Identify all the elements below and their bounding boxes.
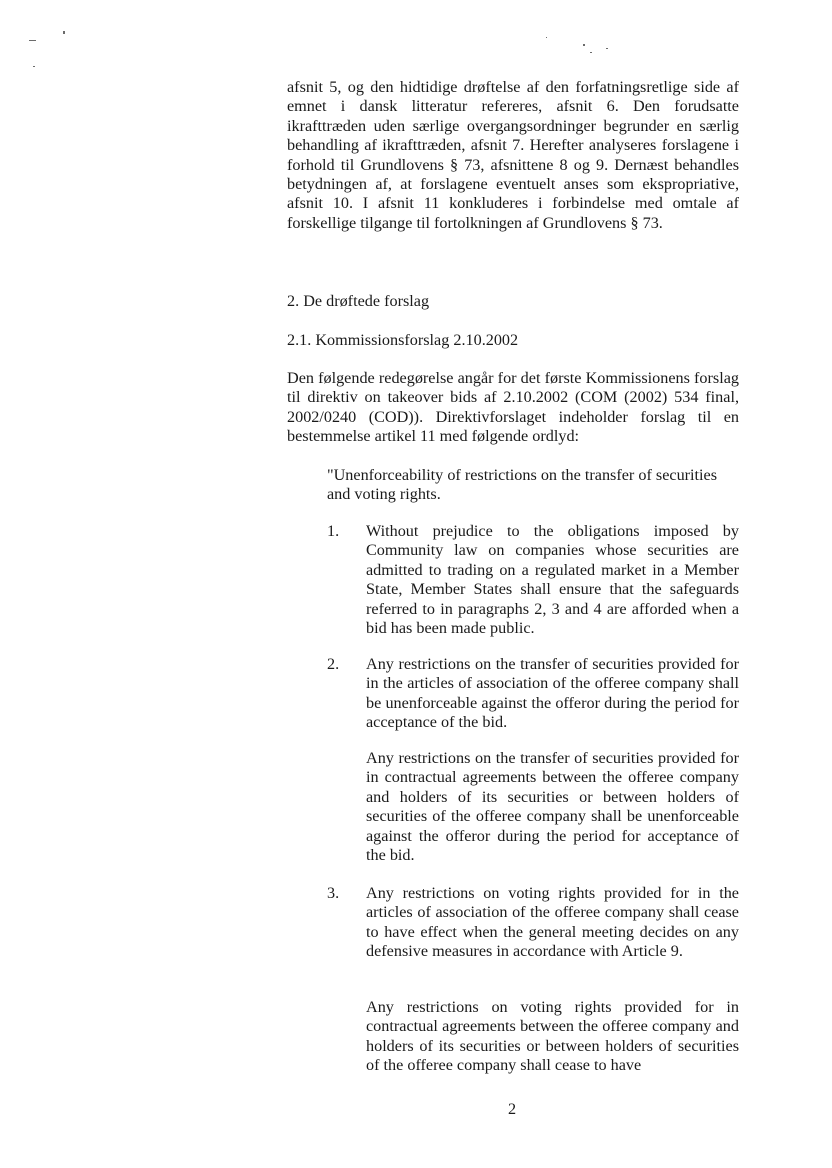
- scan-speck: [29, 40, 36, 41]
- scan-speck: [590, 52, 592, 53]
- list-item-number: 2.: [327, 655, 340, 673]
- scan-speck: [546, 37, 547, 38]
- quote-intro: "Unenforceability of restrictions on the transfer of securities and voting rights.: [327, 466, 718, 504]
- scan-speck: [583, 44, 585, 46]
- scan-speck: [63, 31, 65, 34]
- intro-paragraph: afsnit 5, og den hidtidige drøftelse af den forfatningsretlige side af emnet i dansk litteratur refereres, afsnit 6. Den forudsatte ikrafttræden uden særlige overgangsordninger begrunder en særlig behandling af ikrafttræden, afsnit 7. Herefter analyseres forslagene i forhold til Grundlovens § 73, afsnittene 8 og 9. Dernæst behandles betydningen af, at forslagene eventuelt anses som ekspropriative, afsnit 10. I afsnit 11 konkluderes i forbindelse med omtale af forskellige tilgange til fortolkningen af Grundlovens § 73.: [287, 78, 739, 232]
- scan-speck: [606, 48, 608, 49]
- list-item-paragraph: Any restrictions on voting rights provided for in the articles of association of the offeree company shall cease to have effect when the general meeting decides on any defensive measures in accordance with Article 9.: [366, 884, 739, 961]
- scan-speck: [33, 66, 35, 67]
- list-item-paragraph: Any restrictions on voting rights provided for in contractual agreements between the offeree company and holders of its securities or between holders of securities of the offeree company shall cease to have: [366, 998, 739, 1075]
- body-paragraph: Den følgende redegørelse angår for det første Kommissionens forslag til direktiv on takeover bids af 2.10.2002 (COM (2002) 534 final, 2002/0240 (COD)). Direktivforslaget indeholder forslag til en bestemmelse artikel 11 med følgende ordlyd:: [287, 369, 739, 446]
- list-item-paragraph: Any restrictions on the transfer of securities provided for in contractual agreements between the offeree company and holders of its securities or between holders of securities of the offeree company shall be unenforceable against the offeror during the period for acceptance of the bid.: [366, 749, 739, 865]
- subsection-heading: 2.1. Kommissionsforslag 2.10.2002: [287, 331, 519, 349]
- list-item-paragraph: Any restrictions on the transfer of securities provided for in the articles of association of the offeree company shall be unenforceable against the offeror during the period for acceptance of the bid.: [366, 655, 739, 732]
- list-item-number: 3.: [327, 884, 340, 902]
- page-number: 2: [507, 1100, 517, 1118]
- list-item-paragraph: Without prejudice to the obligations imposed by Community law on companies whose securities are admitted to trading on a regulated market in a Member State, Member States shall ensure that the safeguards referred to in paragraphs 2, 3 and 4 are afforded when a bid has been made public.: [366, 522, 739, 638]
- list-item-number: 1.: [327, 522, 340, 540]
- section-heading: 2. De drøftede forslag: [287, 292, 430, 310]
